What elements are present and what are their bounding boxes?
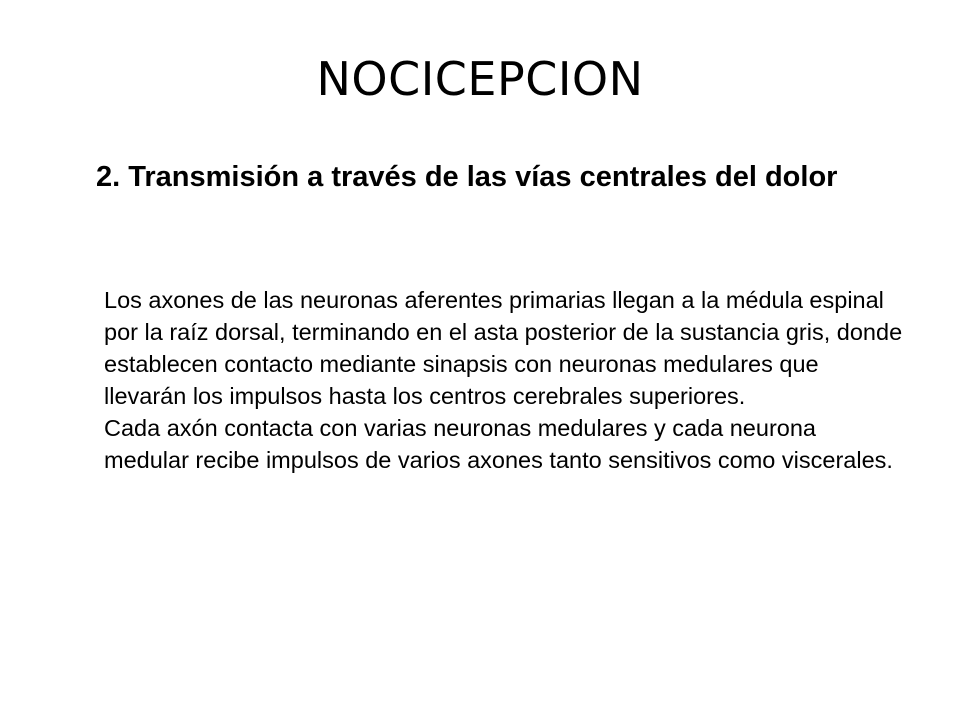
slide-title: NOCICEPCION: [316, 52, 644, 106]
slide-body: [104, 284, 904, 476]
body-paragraph-2: Cada axón contacta con varias neuronas medulares y cada neurona medular recibe impulsos de varios axones tanto sensitivos como viscerales.: [104, 415, 893, 473]
slide-subtitle: 2. Transmisión a través de las vías centrales del dolor: [96, 161, 838, 193]
body-paragraph-1: Los axones de las neuronas aferentes primarias llegan a la médula espinal por la raíz dorsal, terminando en el asta posterior de la sustancia gris, donde establecen contacto mediante sinapsis con neuronas medulares que llevarán los impulsos hasta los centros cerebrales superiores.: [104, 287, 903, 409]
